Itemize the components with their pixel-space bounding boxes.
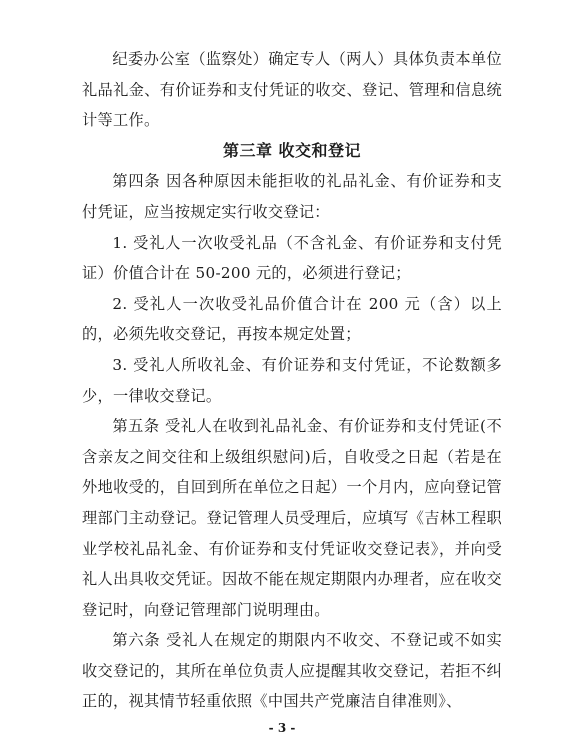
paragraph-article-6: 第六条 受礼人在规定的期限内不收交、不登记或不如实收交登记的，其所在单位负责人应提醒其收交登记，若拒不纠正的，视其情节轻重依照《中国共产党廉洁自律准则》、 — [82, 631, 502, 711]
paragraph-office-responsibility: 纪委办公室（监察处）确定专人（两人）具体负责本单位礼品礼金、有价证券和支付凭证的收交、登记、管理和信息统计等工作。 — [82, 50, 502, 130]
paragraph-item-3: 3. 受礼人所收礼金、有价证券和支付凭证，不论数额多少，一律收交登记。 — [82, 355, 502, 405]
document-body — [82, 44, 502, 717]
paragraph-article-4: 第四条 因各种原因未能拒收的礼品礼金、有价证券和支付凭证，应当按规定实行收交登记： — [82, 172, 502, 221]
page-number: - 3 - — [268, 721, 296, 735]
paragraph-article-5: 第五条 受礼人在收到礼品礼金、有价证券和支付凭证(不含亲友之间交往和上级组织慰问)后，自收受之日起（若是在外地收受的，自回到所在单位之日起）一个月内，应向登记管理部门主动登记。登记管理人员受理后，应填写《吉林工程职业学校礼品礼金、有价证券和支付凭证收交登记表》，并向受礼人出具收交凭证。因故不能在规定期限内办理者，应在收交登记时，向登记管理部门说明理由。 — [82, 417, 502, 619]
chapter-title: 第三章 收交和登记 — [222, 140, 362, 160]
paragraph-item-2: 2. 受礼人一次收受礼品价值合计在 200 元（含）以上的，必须先收交登记，再按本规定处置； — [82, 294, 502, 344]
paragraph-item-1: 1. 受礼人一次收受礼品（不含礼金、有价证券和支付凭证）价值合计在 50-200 元的，必须进行登记； — [82, 233, 502, 283]
